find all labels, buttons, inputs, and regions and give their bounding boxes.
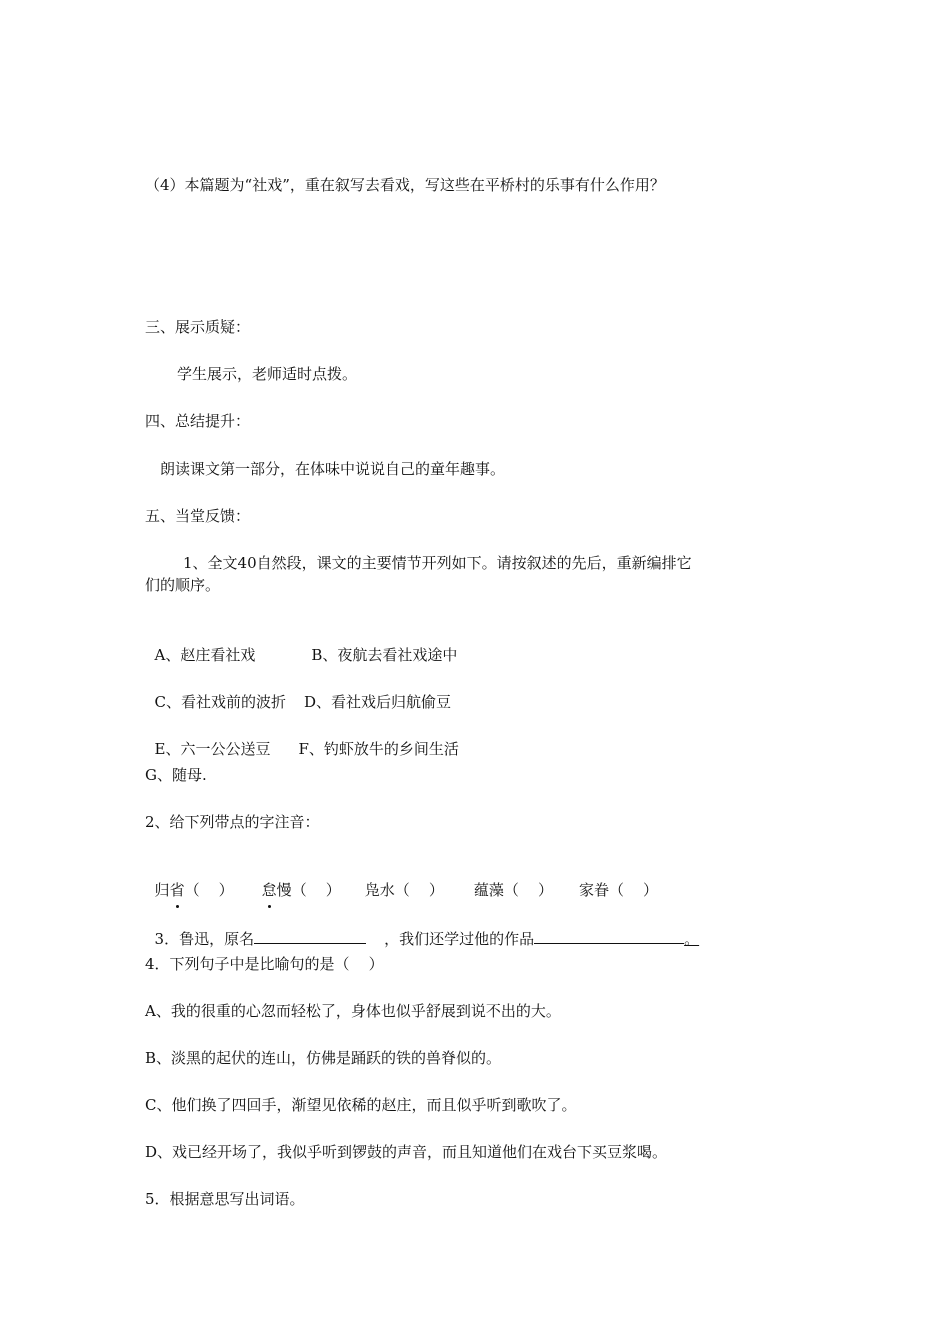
dotted-char: 省 xyxy=(169,881,185,899)
options-row-cd xyxy=(145,669,451,713)
option-b: B、夜航去看社戏途中 xyxy=(311,646,458,664)
works-blank xyxy=(534,927,684,944)
section-3-title: 三、展示质疑： xyxy=(145,318,251,336)
answer-blank: （ ） xyxy=(394,881,444,899)
options-row-ab xyxy=(145,622,457,666)
item-4-option-d: D、戏已经开场了，我似乎听到锣鼓的声音，而且知道他们在戏台下买豆浆喝。 xyxy=(145,1143,668,1161)
item-4-option-a: A、我的很重的心忽而轻松了，身体也似乎舒展到说不出的大。 xyxy=(145,1002,561,1020)
option-f: F、钓虾放牛的乡间生活 xyxy=(298,740,459,758)
section-3-body: 学生展示，老师适时点拨。 xyxy=(177,365,358,383)
word-yun-zao: 蕴藻 xyxy=(473,881,504,899)
name-blank xyxy=(254,927,366,944)
option-g: G、随母. xyxy=(145,766,207,784)
item-3 xyxy=(145,905,699,950)
question-4: （4）本篇题为“社戏”，重在叙写去看戏，写这些在平桥村的乐事有什么作用？ xyxy=(145,176,665,194)
option-c: C、看社戏前的波折 xyxy=(154,693,287,711)
item-1-line-1: 1、全文40自然段，课文的主要情节开列如下。请按叙述的先后，重新编排它 xyxy=(183,554,692,572)
option-a: A、赵庄看社戏 xyxy=(154,646,256,664)
item-4-option-c: C、他们换了四回手，渐望见依稀的赵庄，而且似乎听到歌吹了。 xyxy=(145,1096,577,1114)
item-4-title: 4．下列句子中是比喻句的是（ ） xyxy=(145,955,384,973)
dotted-char: 怠 xyxy=(261,881,277,899)
answer-blank: （ ） xyxy=(291,881,341,899)
item-2-title: 2、给下列带点的字注音： xyxy=(145,813,320,831)
option-e: E、六一公公送豆 xyxy=(154,740,271,758)
word-jia-juan: 家眷 xyxy=(578,881,609,899)
pinyin-row xyxy=(145,857,658,901)
section-4-body: 朗读课文第一部分，在体味中说说自己的童年趣事。 xyxy=(160,460,506,478)
word-fu-shui: 凫水 xyxy=(364,881,395,899)
section-5-title: 五、当堂反馈： xyxy=(145,507,251,525)
item-3-middle: ，我们还学过他的作品 xyxy=(384,930,535,948)
item-4-option-b: B、淡黑的起伏的连山，仿佛是踊跃的铁的兽脊似的。 xyxy=(145,1049,502,1067)
item-3-suffix: 。 xyxy=(684,930,700,948)
answer-blank: （ ） xyxy=(608,881,659,899)
answer-blank: （ ） xyxy=(503,881,553,899)
item-5-title: 5．根据意思写出词语。 xyxy=(145,1190,305,1208)
word-dai-man: 怠慢 xyxy=(261,881,292,899)
answer-blank: （ ） xyxy=(184,881,234,899)
section-4-title: 四、总结提升： xyxy=(145,412,251,430)
item-3-prefix: 3．鲁迅，原名 xyxy=(154,930,255,948)
word-gui-xing: 归省 xyxy=(154,881,185,899)
item-1-line-2: 们的顺序。 xyxy=(145,576,221,594)
options-row-ef xyxy=(145,716,459,760)
option-d: D、看社戏后归航偷豆 xyxy=(304,693,452,711)
